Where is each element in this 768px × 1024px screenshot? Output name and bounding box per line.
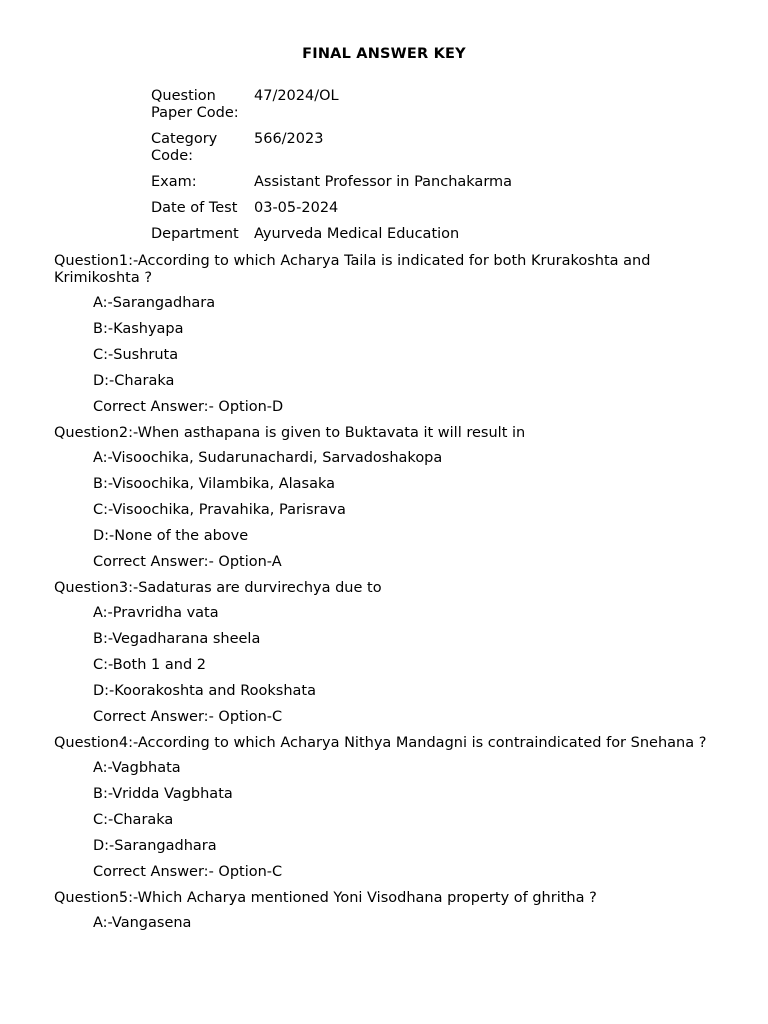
meta-row-department (151, 226, 512, 243)
option-a: A:-Vangasena (93, 915, 192, 931)
correct-answer: Correct Answer:- Option-C (93, 709, 283, 725)
option-b: B:-Vegadharana sheela (93, 631, 261, 647)
question-3 (54, 580, 714, 726)
meta-label: Department (151, 226, 239, 242)
question-text: Question5:-Which Acharya mentioned Yoni Visodhana property of ghritha ? (54, 890, 597, 906)
meta-row-date (151, 200, 512, 217)
meta-value: Ayurveda Medical Education (254, 226, 460, 242)
option-d: D:-Charaka (93, 373, 175, 389)
option-c: C:-Both 1 and 2 (93, 657, 206, 673)
question-text: Question3:-Sadaturas are durvirechya due to (54, 580, 382, 596)
meta-label: Question Paper Code: (151, 88, 239, 121)
option-c: C:-Sushruta (93, 347, 179, 363)
meta-value: 566/2023 (254, 131, 324, 147)
meta-row-category-code (151, 131, 512, 165)
correct-answer: Correct Answer:- Option-C (93, 864, 283, 880)
option-b: B:-Vridda Vagbhata (93, 786, 233, 802)
question-text: Question1:-According to which Acharya Taila is indicated for both Krurakoshta and Krimikoshta ? (54, 253, 651, 286)
question-5 (54, 890, 714, 932)
correct-answer: Correct Answer:- Option-D (93, 399, 284, 415)
meta-label: Exam: (151, 174, 197, 190)
question-2 (54, 425, 714, 571)
option-a: A:-Pravridha vata (93, 605, 219, 621)
meta-value: 47/2024/OL (254, 88, 339, 104)
meta-row-paper-code (151, 88, 512, 122)
question-4 (54, 735, 714, 881)
meta-value: Assistant Professor in Panchakarma (254, 174, 513, 190)
option-c: C:-Charaka (93, 812, 174, 828)
question-1 (54, 253, 714, 416)
option-d: D:-None of the above (93, 528, 249, 544)
question-list (54, 253, 714, 941)
question-text: Question4:-According to which Acharya Nithya Mandagni is contraindicated for Snehana ? (54, 735, 707, 751)
correct-answer: Correct Answer:- Option-A (93, 554, 282, 570)
meta-label: Date of Test (151, 200, 238, 216)
option-d: D:-Sarangadhara (93, 838, 217, 854)
meta-row-exam (151, 174, 512, 191)
page-title: FINAL ANSWER KEY (302, 46, 466, 62)
question-text: Question2:-When asthapana is given to Buktavata it will result in (54, 425, 526, 441)
meta-label: Category Code: (151, 131, 218, 164)
option-a: A:-Sarangadhara (93, 295, 216, 311)
option-d: D:-Koorakoshta and Rookshata (93, 683, 316, 699)
option-a: A:-Visoochika, Sudarunachardi, Sarvadoshakopa (93, 450, 443, 466)
option-a: A:-Vagbhata (93, 760, 181, 776)
option-b: B:-Visoochika, Vilambika, Alasaka (93, 476, 336, 492)
exam-details (151, 88, 512, 252)
meta-value: 03-05-2024 (254, 200, 339, 216)
option-b: B:-Kashyapa (93, 321, 184, 337)
option-c: C:-Visoochika, Pravahika, Parisrava (93, 502, 346, 518)
